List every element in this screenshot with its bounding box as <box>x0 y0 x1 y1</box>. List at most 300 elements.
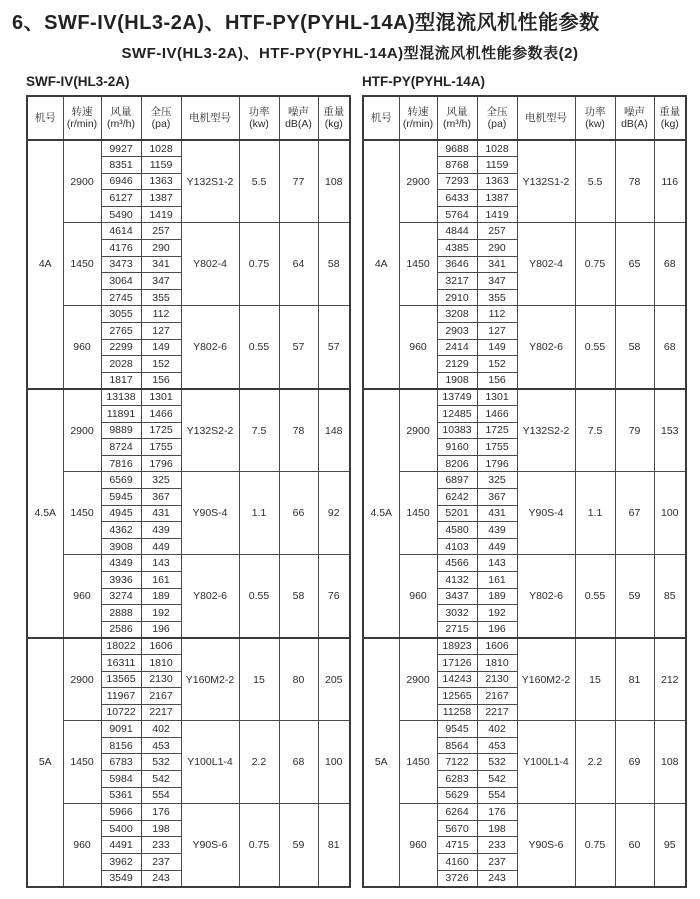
weight-cell: 85 <box>654 555 686 638</box>
flow-cell: 3208 <box>437 306 477 323</box>
flow-cell: 14243 <box>437 671 477 688</box>
pressure-cell: 1606 <box>141 638 181 655</box>
noise-cell: 59 <box>279 804 318 887</box>
pressure-cell: 152 <box>141 356 181 373</box>
column-header-motor: 电机型号 <box>517 96 575 140</box>
flow-cell: 5361 <box>101 787 141 804</box>
flow-cell: 6242 <box>437 488 477 505</box>
flow-cell: 6946 <box>101 173 141 190</box>
pressure-cell: 325 <box>477 472 517 489</box>
fan-params-table-htf <box>362 95 687 888</box>
noise-cell: 80 <box>279 638 318 721</box>
pressure-cell: 2167 <box>141 688 181 705</box>
weight-cell: 76 <box>318 555 350 638</box>
speed-cell: 2900 <box>63 389 101 472</box>
flow-cell: 5966 <box>101 804 141 821</box>
motor-cell: Y100L1-4 <box>517 721 575 804</box>
table-row <box>27 306 350 323</box>
pressure-cell: 431 <box>477 505 517 522</box>
flow-cell: 5984 <box>101 771 141 788</box>
motor-cell: Y132S1-2 <box>517 140 575 223</box>
pressure-cell: 112 <box>477 306 517 323</box>
pressure-cell: 198 <box>141 820 181 837</box>
flow-cell: 6264 <box>437 804 477 821</box>
speed-cell: 960 <box>63 306 101 389</box>
weight-cell: 148 <box>318 389 350 472</box>
table-row <box>363 140 686 157</box>
flow-cell: 5201 <box>437 505 477 522</box>
pressure-cell: 449 <box>141 538 181 555</box>
machine-cell: 5A <box>363 638 399 887</box>
pressure-cell: 1028 <box>477 140 517 157</box>
motor-cell: Y90S-4 <box>517 472 575 555</box>
pressure-cell: 1725 <box>141 422 181 439</box>
flow-cell: 9688 <box>437 140 477 157</box>
pressure-cell: 1755 <box>141 439 181 456</box>
pressure-cell: 161 <box>141 571 181 588</box>
flow-cell: 8156 <box>101 737 141 754</box>
table-row <box>363 721 686 738</box>
flow-cell: 9545 <box>437 721 477 738</box>
flow-cell: 2586 <box>101 621 141 638</box>
flow-cell: 6433 <box>437 190 477 207</box>
speed-cell: 960 <box>63 804 101 887</box>
table-row <box>363 555 686 572</box>
table-block-swf <box>26 72 350 888</box>
pressure-cell: 237 <box>477 854 517 871</box>
flow-cell: 8206 <box>437 455 477 472</box>
power-cell: 0.75 <box>575 804 615 887</box>
power-cell: 0.55 <box>575 555 615 638</box>
pressure-cell: 192 <box>141 605 181 622</box>
pressure-cell: 143 <box>477 555 517 572</box>
speed-cell: 960 <box>399 804 437 887</box>
flow-cell: 8724 <box>101 439 141 456</box>
flow-cell: 2299 <box>101 339 141 356</box>
column-header-speed: 转速 (r/min) <box>63 96 101 140</box>
table-row <box>363 306 686 323</box>
table-row <box>27 472 350 489</box>
speed-cell: 960 <box>399 555 437 638</box>
flow-cell: 13565 <box>101 671 141 688</box>
weight-cell: 92 <box>318 472 350 555</box>
flow-cell: 17126 <box>437 654 477 671</box>
flow-cell: 7293 <box>437 173 477 190</box>
weight-cell: 100 <box>318 721 350 804</box>
pressure-cell: 2217 <box>477 704 517 721</box>
flow-cell: 1908 <box>437 372 477 389</box>
table-row <box>27 140 350 157</box>
flow-cell: 4132 <box>437 571 477 588</box>
flow-cell: 2888 <box>101 605 141 622</box>
flow-cell: 2910 <box>437 289 477 306</box>
flow-cell: 3646 <box>437 256 477 273</box>
power-cell: 0.55 <box>239 306 279 389</box>
flow-cell: 3032 <box>437 605 477 622</box>
pressure-cell: 554 <box>477 787 517 804</box>
flow-cell: 2903 <box>437 323 477 340</box>
pressure-cell: 176 <box>477 804 517 821</box>
pressure-cell: 439 <box>141 522 181 539</box>
pressure-cell: 127 <box>477 323 517 340</box>
pressure-cell: 243 <box>477 870 517 887</box>
column-header-weight: 重量 (kg) <box>654 96 686 140</box>
flow-cell: 4160 <box>437 854 477 871</box>
noise-cell: 79 <box>615 389 654 472</box>
motor-cell: Y802-6 <box>181 555 239 638</box>
pressure-cell: 290 <box>477 240 517 257</box>
noise-cell: 64 <box>279 223 318 306</box>
table-row <box>363 638 686 655</box>
pressure-cell: 367 <box>477 488 517 505</box>
column-header-weight: 重量 (kg) <box>318 96 350 140</box>
flow-cell: 11258 <box>437 704 477 721</box>
pressure-cell: 355 <box>477 289 517 306</box>
flow-cell: 4945 <box>101 505 141 522</box>
motor-cell: Y90S-4 <box>181 472 239 555</box>
flow-cell: 2414 <box>437 339 477 356</box>
table-row <box>27 389 350 406</box>
noise-cell: 81 <box>615 638 654 721</box>
flow-cell: 10383 <box>437 422 477 439</box>
weight-cell: 108 <box>318 140 350 223</box>
pressure-cell: 554 <box>141 787 181 804</box>
weight-cell: 58 <box>318 223 350 306</box>
pressure-cell: 189 <box>477 588 517 605</box>
pressure-cell: 127 <box>141 323 181 340</box>
pressure-cell: 1028 <box>141 140 181 157</box>
motor-cell: Y132S1-2 <box>181 140 239 223</box>
motor-cell: Y802-6 <box>517 306 575 389</box>
table-block-htf <box>362 72 686 888</box>
weight-cell: 100 <box>654 472 686 555</box>
speed-cell: 2900 <box>399 389 437 472</box>
flow-cell: 8351 <box>101 157 141 174</box>
flow-cell: 3962 <box>101 854 141 871</box>
flow-cell: 5490 <box>101 206 141 223</box>
pressure-cell: 156 <box>141 372 181 389</box>
noise-cell: 67 <box>615 472 654 555</box>
column-header-motor: 电机型号 <box>181 96 239 140</box>
flow-cell: 4566 <box>437 555 477 572</box>
pressure-cell: 243 <box>141 870 181 887</box>
weight-cell: 153 <box>654 389 686 472</box>
speed-cell: 1450 <box>399 472 437 555</box>
weight-cell: 205 <box>318 638 350 721</box>
speed-cell: 1450 <box>399 223 437 306</box>
flow-cell: 4385 <box>437 240 477 257</box>
pressure-cell: 196 <box>141 621 181 638</box>
column-header-power: 功率 (kw) <box>239 96 279 140</box>
pressure-cell: 143 <box>141 555 181 572</box>
speed-cell: 960 <box>63 555 101 638</box>
pressure-cell: 161 <box>477 571 517 588</box>
pressure-cell: 1810 <box>141 654 181 671</box>
pressure-cell: 325 <box>141 472 181 489</box>
noise-cell: 77 <box>279 140 318 223</box>
power-cell: 0.75 <box>575 223 615 306</box>
pressure-cell: 402 <box>141 721 181 738</box>
table-row <box>363 223 686 240</box>
pressure-cell: 198 <box>477 820 517 837</box>
pressure-cell: 192 <box>477 605 517 622</box>
speed-cell: 960 <box>399 306 437 389</box>
table-row <box>27 638 350 655</box>
pressure-cell: 257 <box>477 223 517 240</box>
pressure-cell: 542 <box>141 771 181 788</box>
flow-cell: 8564 <box>437 737 477 754</box>
pressure-cell: 1419 <box>141 206 181 223</box>
noise-cell: 78 <box>279 389 318 472</box>
table-row <box>27 804 350 821</box>
power-cell: 15 <box>239 638 279 721</box>
flow-cell: 4580 <box>437 522 477 539</box>
pressure-cell: 449 <box>477 538 517 555</box>
flow-cell: 1817 <box>101 372 141 389</box>
power-cell: 5.5 <box>239 140 279 223</box>
column-header-machine: 机号 <box>363 96 399 140</box>
flow-cell: 5400 <box>101 820 141 837</box>
flow-cell: 4349 <box>101 555 141 572</box>
speed-cell: 2900 <box>63 638 101 721</box>
pressure-cell: 532 <box>141 754 181 771</box>
power-cell: 15 <box>575 638 615 721</box>
table-row <box>27 555 350 572</box>
flow-cell: 5629 <box>437 787 477 804</box>
power-cell: 5.5 <box>575 140 615 223</box>
pressure-cell: 149 <box>141 339 181 356</box>
pressure-cell: 367 <box>141 488 181 505</box>
pressure-cell: 189 <box>141 588 181 605</box>
pressure-cell: 1466 <box>141 406 181 423</box>
flow-cell: 9889 <box>101 422 141 439</box>
flow-cell: 5764 <box>437 206 477 223</box>
flow-cell: 9927 <box>101 140 141 157</box>
weight-cell: 108 <box>654 721 686 804</box>
motor-cell: Y802-6 <box>181 306 239 389</box>
speed-cell: 2900 <box>399 140 437 223</box>
flow-cell: 9091 <box>101 721 141 738</box>
flow-cell: 3908 <box>101 538 141 555</box>
pressure-cell: 347 <box>477 273 517 290</box>
flow-cell: 9160 <box>437 439 477 456</box>
column-header-noise: 噪声 dB(A) <box>615 96 654 140</box>
noise-cell: 68 <box>279 721 318 804</box>
table-row <box>27 223 350 240</box>
noise-cell: 66 <box>279 472 318 555</box>
noise-cell: 69 <box>615 721 654 804</box>
flow-cell: 4844 <box>437 223 477 240</box>
pressure-cell: 1363 <box>141 173 181 190</box>
noise-cell: 78 <box>615 140 654 223</box>
speed-cell: 2900 <box>63 140 101 223</box>
motor-cell: Y160M2-2 <box>181 638 239 721</box>
pressure-cell: 2130 <box>477 671 517 688</box>
power-cell: 2.2 <box>575 721 615 804</box>
flow-cell: 8768 <box>437 157 477 174</box>
flow-cell: 5945 <box>101 488 141 505</box>
pressure-cell: 1159 <box>141 157 181 174</box>
motor-cell: Y160M2-2 <box>517 638 575 721</box>
flow-cell: 10722 <box>101 704 141 721</box>
weight-cell: 81 <box>318 804 350 887</box>
page-subtitle: SWF-IV(HL3-2A)、HTF-PY(PYHL-14A)型混流风机性能参数表(2) <box>121 45 579 62</box>
pressure-cell: 1755 <box>477 439 517 456</box>
flow-cell: 16311 <box>101 654 141 671</box>
column-header-power: 功率 (kw) <box>575 96 615 140</box>
weight-cell: 68 <box>654 306 686 389</box>
pressure-cell: 532 <box>477 754 517 771</box>
flow-cell: 2765 <box>101 323 141 340</box>
weight-cell: 212 <box>654 638 686 721</box>
motor-cell: Y802-4 <box>181 223 239 306</box>
flow-cell: 3055 <box>101 306 141 323</box>
power-cell: 0.55 <box>575 306 615 389</box>
power-cell: 0.75 <box>239 223 279 306</box>
column-header-noise: 噪声 dB(A) <box>279 96 318 140</box>
flow-cell: 4362 <box>101 522 141 539</box>
fan-params-table-swf <box>26 95 351 888</box>
table-row <box>27 721 350 738</box>
pressure-cell: 1796 <box>477 455 517 472</box>
flow-cell: 4176 <box>101 240 141 257</box>
column-header-speed: 转速 (r/min) <box>399 96 437 140</box>
flow-cell: 3274 <box>101 588 141 605</box>
noise-cell: 60 <box>615 804 654 887</box>
column-header-press: 全压 (pa) <box>477 96 517 140</box>
flow-cell: 18923 <box>437 638 477 655</box>
pressure-cell: 233 <box>477 837 517 854</box>
speed-cell: 1450 <box>399 721 437 804</box>
power-cell: 2.2 <box>239 721 279 804</box>
speed-cell: 1450 <box>63 721 101 804</box>
speed-cell: 1450 <box>63 472 101 555</box>
flow-cell: 4715 <box>437 837 477 854</box>
noise-cell: 58 <box>615 306 654 389</box>
pressure-cell: 431 <box>141 505 181 522</box>
flow-cell: 6283 <box>437 771 477 788</box>
flow-cell: 7122 <box>437 754 477 771</box>
table-row <box>363 804 686 821</box>
flow-cell: 3064 <box>101 273 141 290</box>
flow-cell: 2129 <box>437 356 477 373</box>
pressure-cell: 2130 <box>141 671 181 688</box>
flow-cell: 13749 <box>437 389 477 406</box>
power-cell: 0.75 <box>239 804 279 887</box>
pressure-cell: 1725 <box>477 422 517 439</box>
flow-cell: 7816 <box>101 455 141 472</box>
noise-cell: 58 <box>279 555 318 638</box>
pressure-cell: 1301 <box>477 389 517 406</box>
pressure-cell: 347 <box>141 273 181 290</box>
speed-cell: 2900 <box>399 638 437 721</box>
weight-cell: 57 <box>318 306 350 389</box>
pressure-cell: 2167 <box>477 688 517 705</box>
pressure-cell: 152 <box>477 356 517 373</box>
power-cell: 1.1 <box>575 472 615 555</box>
flow-cell: 18022 <box>101 638 141 655</box>
flow-cell: 2745 <box>101 289 141 306</box>
pressure-cell: 290 <box>141 240 181 257</box>
motor-cell: Y802-4 <box>517 223 575 306</box>
pressure-cell: 1387 <box>477 190 517 207</box>
flow-cell: 6569 <box>101 472 141 489</box>
table-row <box>363 472 686 489</box>
table-row <box>363 389 686 406</box>
flow-cell: 3217 <box>437 273 477 290</box>
weight-cell: 68 <box>654 223 686 306</box>
pressure-cell: 2217 <box>141 704 181 721</box>
flow-cell: 4103 <box>437 538 477 555</box>
weight-cell: 95 <box>654 804 686 887</box>
pressure-cell: 542 <box>477 771 517 788</box>
pressure-cell: 355 <box>141 289 181 306</box>
pressure-cell: 149 <box>477 339 517 356</box>
noise-cell: 65 <box>615 223 654 306</box>
flow-cell: 3549 <box>101 870 141 887</box>
flow-cell: 6783 <box>101 754 141 771</box>
flow-cell: 4491 <box>101 837 141 854</box>
flow-cell: 12565 <box>437 688 477 705</box>
machine-cell: 4.5A <box>27 389 63 638</box>
flow-cell: 2028 <box>101 356 141 373</box>
weight-cell: 116 <box>654 140 686 223</box>
pressure-cell: 112 <box>141 306 181 323</box>
pressure-cell: 453 <box>477 737 517 754</box>
pressure-cell: 1159 <box>477 157 517 174</box>
pressure-cell: 233 <box>141 837 181 854</box>
flow-cell: 11967 <box>101 688 141 705</box>
pressure-cell: 237 <box>141 854 181 871</box>
motor-cell: Y90S-6 <box>517 804 575 887</box>
flow-cell: 13138 <box>101 389 141 406</box>
pressure-cell: 1363 <box>477 173 517 190</box>
flow-cell: 6127 <box>101 190 141 207</box>
pressure-cell: 176 <box>141 804 181 821</box>
power-cell: 1.1 <box>239 472 279 555</box>
pressure-cell: 1810 <box>477 654 517 671</box>
machine-cell: 4A <box>363 140 399 389</box>
pressure-cell: 1387 <box>141 190 181 207</box>
flow-cell: 12485 <box>437 406 477 423</box>
tables-container <box>0 72 700 888</box>
pressure-cell: 156 <box>477 372 517 389</box>
column-header-flow: 风量 (m³/h) <box>101 96 141 140</box>
pressure-cell: 196 <box>477 621 517 638</box>
flow-cell: 4614 <box>101 223 141 240</box>
pressure-cell: 341 <box>477 256 517 273</box>
pressure-cell: 1419 <box>477 206 517 223</box>
speed-cell: 1450 <box>63 223 101 306</box>
column-header-flow: 风量 (m³/h) <box>437 96 477 140</box>
power-cell: 0.55 <box>239 555 279 638</box>
flow-cell: 11891 <box>101 406 141 423</box>
machine-cell: 4A <box>27 140 63 389</box>
flow-cell: 3726 <box>437 870 477 887</box>
column-header-press: 全压 (pa) <box>141 96 181 140</box>
pressure-cell: 439 <box>477 522 517 539</box>
column-header-machine: 机号 <box>27 96 63 140</box>
noise-cell: 59 <box>615 555 654 638</box>
pressure-cell: 341 <box>141 256 181 273</box>
flow-cell: 6897 <box>437 472 477 489</box>
machine-cell: 5A <box>27 638 63 887</box>
flow-cell: 3473 <box>101 256 141 273</box>
flow-cell: 2715 <box>437 621 477 638</box>
noise-cell: 57 <box>279 306 318 389</box>
table-label-htf: HTF-PY(PYHL-14A) <box>362 74 486 89</box>
flow-cell: 3437 <box>437 588 477 605</box>
